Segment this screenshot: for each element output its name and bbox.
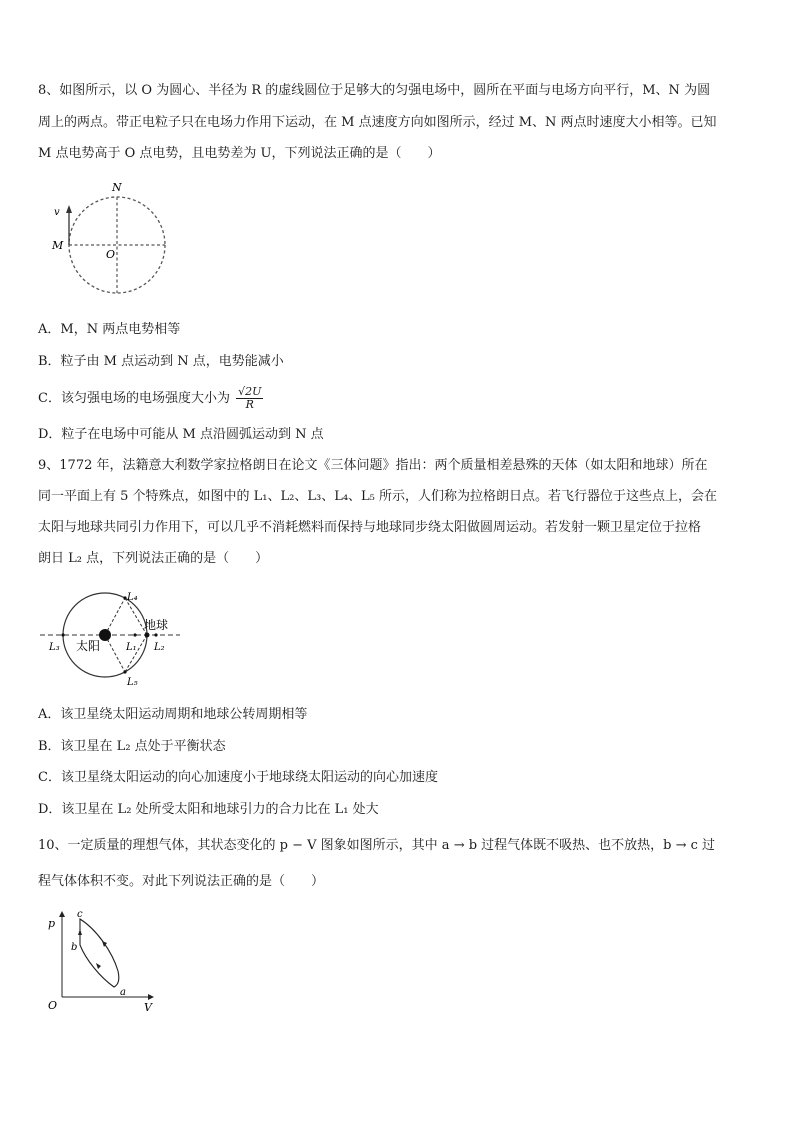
q8-stem-line-2: 周上的两点。带正电粒子只在电场力作用下运动，在 M 点速度方向如图所示，经过 M、N 两点时速度大小相等。已知: [38, 115, 717, 130]
q8-stem-line-1: 8、如图所示，以 O 为圆心、半径为 R 的虚线圆位于足够大的匀强电场中，圆所在平面与电场方向平行，M、N 为圆: [38, 83, 711, 98]
q9-stem-line-1: 9、1772 年，法籍意大利数学家拉格朗日在论文《三体问题》指出：两个质量相差悬殊的天体（如太阳和地球）所在: [38, 458, 708, 473]
arrow-b-to-c: [78, 929, 82, 935]
q9-stem-line-4: 朗日 L₂ 点，下列说法正确的是（ ）: [38, 551, 269, 566]
label-N: N: [112, 181, 122, 194]
o-label: O: [48, 999, 58, 1012]
sun-l5-line: [105, 635, 125, 672]
q8-option-b: B．粒子由 M 点运动到 N 点，电势能减小: [38, 354, 284, 369]
q10-stem-line-1: 10、一定质量的理想气体，其状态变化的 p − V 图象如图所示，其中 a → b 过程气体既不吸热、也不放热，b → c 过: [38, 838, 716, 853]
earth-marker: [145, 633, 150, 638]
sun-l4-line: [105, 598, 125, 635]
q8-option-d: D．粒子在电场中可能从 M 点沿圆弧运动到 N 点: [38, 427, 324, 442]
q9-lagrange-figure: [40, 585, 190, 695]
velocity-arrowhead: [66, 205, 72, 213]
l2-marker: [154, 633, 157, 636]
sun-marker: [99, 629, 111, 641]
fraction-denominator: R: [245, 398, 254, 411]
q9-option-d: D．该卫星在 L₂ 处所受太阳和地球引力的合力比在 L₁ 处大: [38, 802, 379, 817]
q9-stem-line-3: 太阳与地球共同引力作用下，可以几乎不消耗燃料而保持与地球同步绕太阳做圆周运动。若发射一颗卫星定位于拉格: [38, 520, 702, 535]
earth-label: 地球: [144, 618, 169, 632]
label-O: O: [106, 248, 116, 261]
q9-option-c: C．该卫星绕太阳运动的向心加速度小于地球绕太阳运动的向心加速度: [38, 770, 438, 785]
cycle-curve: [80, 919, 119, 987]
q8-option-c: [38, 386, 263, 411]
fraction-numerator: √2U: [238, 385, 262, 398]
q10-pv-diagram: [40, 905, 170, 1015]
q9-stem-line-2: 同一平面上有 5 个特殊点，如图中的 L₁、L₂、L₃、L₄、L₅ 所示，人们称为拉格朗日点。若飞行器位于这些点上，会在: [38, 489, 718, 504]
v-axis-arrow: [148, 994, 154, 1000]
p-label: p: [48, 917, 56, 930]
v-label: V: [144, 1001, 152, 1014]
earth-l5-line: [125, 635, 147, 672]
l5-label: L₅: [127, 677, 138, 688]
arrow-a-to-b: [96, 963, 101, 969]
b-label: b: [71, 942, 78, 953]
label-v: v: [54, 207, 60, 218]
l1-label: L₁: [126, 642, 137, 653]
q8-stem-line-3: M 点电势高于 O 点电势，且电势差为 U，下列说法正确的是（ ）: [38, 146, 441, 161]
q8-option-c-fraction: [236, 386, 263, 411]
label-M: M: [52, 239, 64, 252]
dashed-circle: [69, 197, 165, 293]
q10-stem-line-2: 程气体体积不变。对此下列说法正确的是（ ）: [38, 874, 325, 889]
l3-marker: [61, 633, 64, 636]
c-label: c: [77, 909, 83, 920]
a-label: a: [120, 987, 126, 998]
q9-option-b: B．该卫星在 L₂ 点处于平衡状态: [38, 739, 226, 754]
p-axis-arrow: [59, 911, 65, 917]
l2-label: L₂: [154, 642, 165, 653]
sun-label: 太阳: [76, 639, 101, 653]
l5-marker: [123, 670, 126, 673]
q8-option-c-text: C．该匀强电场的电场强度大小为: [38, 391, 230, 406]
q8-option-a: A．M，N 两点电势相等: [38, 322, 181, 337]
q9-option-a: A．该卫星绕太阳运动周期和地球公转周期相等: [38, 707, 308, 722]
l4-label: L₄: [127, 592, 138, 603]
l3-label: L₃: [49, 642, 60, 653]
q8-circle-figure: [40, 175, 180, 305]
l1-marker: [133, 633, 136, 636]
